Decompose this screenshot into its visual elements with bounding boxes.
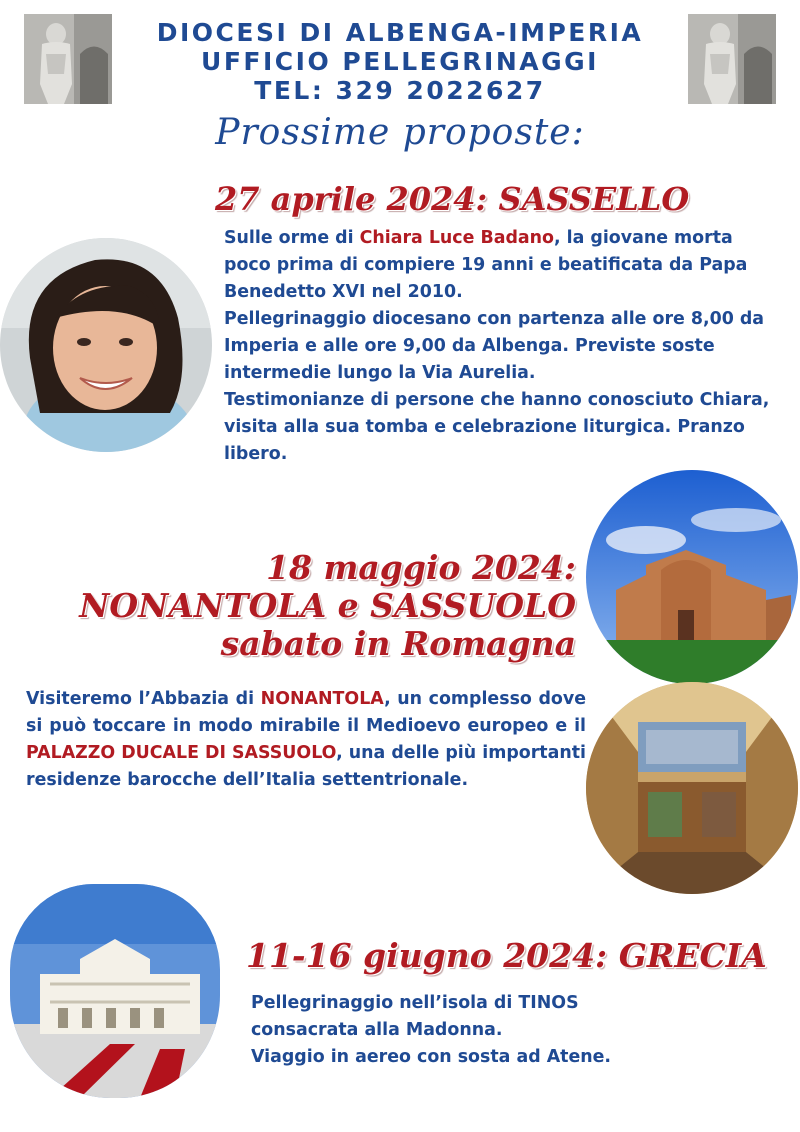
event-3-line-3: Viaggio in aereo con sosta ad Atene.: [251, 1047, 612, 1067]
event-1-paragraph-1: Sulle orme di Chiara Luce Badano, la giovane morta poco prima di compiere 19 anni e beatificata da Papa Benedetto XVI nel 2010.: [224, 228, 748, 302]
event-1-title: 27 aprile 2024: SASSELLO: [215, 180, 690, 218]
header-phone: TEL: 329 2022627: [254, 76, 546, 105]
header: [120, 18, 680, 105]
event-2-subtitle: sabato in Romagna: [220, 624, 576, 663]
page-subtitle: Prossime proposte:: [215, 112, 585, 153]
nonantola-highlight: NONANTOLA: [260, 689, 385, 709]
event-3-description: [251, 990, 751, 1071]
sassuolo-palace-photo: [586, 682, 798, 894]
statue-photo-left: [24, 14, 112, 104]
event-2-places: NONANTOLA e SASSUOLO: [79, 586, 576, 625]
nonantola-abbey-photo: [586, 470, 798, 684]
event-2-date: 18 maggio 2024:: [266, 548, 576, 587]
event-3-line-2: consacrata alla Madonna.: [251, 1020, 503, 1040]
event-1-description: [224, 225, 784, 468]
event-1-paragraph-2: Pellegrinaggio diocesano con partenza alle ore 8,00 da Imperia e alle ore 9,00 da Albenga. Previste soste intermedie lungo la Via Aurelia.: [224, 309, 765, 383]
chiara-portrait-photo: [0, 238, 212, 452]
statue-photo-right: [688, 14, 776, 104]
palazzo-ducale-highlight: PALAZZO DUCALE DI SASSUOLO: [26, 743, 337, 763]
tinos-church-photo: [10, 884, 220, 1098]
chiara-name-highlight: Chiara Luce Badano: [359, 228, 554, 248]
event-2-description: Visiteremo l’Abbazia di NONANTOLA, un complesso dove si può toccare in modo mirabile il Medioevo europeo e il PALAZZO DUCALE DI SASSUOLO, una delle più importanti residenze barocche dell’Italia settentrionale.: [26, 689, 586, 790]
event-2-title: [79, 549, 576, 663]
event-3-line-1: Pellegrinaggio nell’isola di TINOS: [251, 993, 579, 1013]
header-office: UFFICIO PELLEGRINAGGI: [201, 47, 599, 76]
header-diocese: DIOCESI DI ALBENGA-IMPERIA: [156, 18, 644, 47]
event-3-title: 11-16 giugno 2024: GRECIA: [246, 936, 767, 975]
event-1-paragraph-3: Testimonianze di persone che hanno conosciuto Chiara, visita alla sua tomba e celebrazione liturgica. Pranzo libero.: [224, 390, 770, 464]
